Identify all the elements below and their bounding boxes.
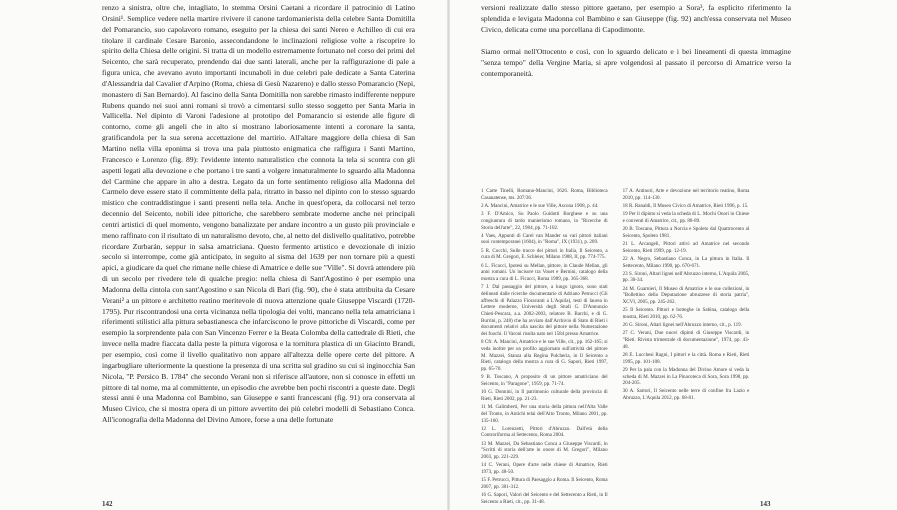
footnote: 26 G. Sironi, Altari lignei nell'Abruzzo interno, cit., p. 119.	[622, 322, 742, 329]
footnote: 4 Vaes, Appunti di Carel van Mander su vari pittori italiani suoi contemporanei (1604), in "Roma", IX (1931), p. 209.	[481, 232, 608, 246]
footnote: 14 C. Verani, Opere d'arte nelle chiese di Amatrice, Rieti 1973, pp. 48-50.	[481, 462, 608, 475]
footnote: 6 L. Ficacci, Ipotesi su Mellan, pittore, in Claude Mellan, gli anni romani. Un incisore tra Vouet e Bernini, catalogo della mostra a cura di L. Ficacci, Roma 1989, pp. 365-368.	[481, 262, 608, 282]
footnote: 10 G. Donnini, in Il patrimonio culturale della provincia di Rieti, Rieti 2002, pp. 21-23.	[481, 389, 608, 402]
left-body-text: renzo a sinistra, oltre che, intagliato, lo stemma Orsini Caetani a ricordare il patrocinio di Latino Orsini¹. Semplice vedere nella martire rivivere il canone tardomanierista della celebre Santa Domitilla del Pomarancio, suo capolavoro romano, eseguito per la chiesa dei santi Nereo e Achilleo di cui era titolare il cardinale Cesare Baronio, assecondandone le inclinazioni religiose volte a riscoprire lo spirito della Chiesa delle origini. Si tratta di un modello estremamente fortunato nel corso dei primi del Seicento, che sarà recuperato, prendendo dai due santi laterali, anche per la raffigurazione di pale a figura unica, che avevano avuto importanti incunaboli in due celebri pale dedicate a Santa Caterina d'Alessandria dal Cavalier d'Arpino (Roma, chiesa di Gesù Nazareno) e dallo stesso Pomarancio (Nepi, monastero di San Bernardo). Al fascino della Santa Domitilla non sarebbe rimasto indifferente neppure Rubens quando nei suoi anni romani si trovò a cimentarsi sullo stesso soggetto per Santa Maria in Vallicella. Nel dipinto di Varoni l'adesione al prototipo del Pomarancio si estende alle figure di contorno, come gli angeli che in alto si mostrano laboriosamente intenti a coronare la santa, gratificandola per la sua serena accettazione del martirio. All'altare maggiore della chiesa di San Martino nella villa eponima si trova una pala piuttosto enigmatica che raffigura i Santi Martino, Francesco e Lorenzo (fig. 89): l'evidente intento naturalistico che connota la tela si scontra con gli aspetti legati alla devozione e che portano i tre santi a volgere innaturalmente lo sguardo alla Madonna del Carmine che appare in alto a destra. Legato da un forte sentimento religioso alla Madonna del Carmelo deve essere stato il committente della pala, ritratto in basso nel dipinto con lo stesso sguardo mistico che contraddistingue i santi presenti nella tela. Anche in quest'opera, da collocarsi nel terzo decennio del Seicento, nobili idee pittoriche, che sarebbero sembrate moderne anche nei principali centri artistici di quel momento, vengono banalizzate per andare incontro a un gusto più provinciale e meno raffinato con il risultato di un naturalismo devoto, che, al netto del dislivello qualitativo, potrebbe ricordare Zurbarán, seppur in salsa amatriciana. Questo fermento artistico e devozionale di inizio secolo si interrompe, come già anticipato, in seguito al sisma del 1639 per non tornare più a questi apici, a giudicare da quel che rimane nelle chiese di Amatrice e delle sue "Ville". Si dovrà attendere più di un secolo per rivedere tele di qualche pregio: nella chiesa di Sant'Agostino è per esempio una Madonna della cintola con sant'Agostino e san Nicola di Bari (fig. 90), che è stata attribuita da Cesare Verani² a un pittore e architetto reatino meritevole di nuova attenzione quale Giuseppe Viscardi (1720-1795). Pur riscontrandosi una certa vicinanza nella tipologia dei volti, mancano nella tela amatriciana i riferimenti stilistici alla pittura sebastianesca che infarciscono le prove pittoriche di Viscardi, come per esempio la sorprendente pala con San Vincenzo Ferrer e la Beata Colomba della cattedrale di Rieti, che invece nella madre fiaccata dalla peste la pittura vigorosa e la tornitura plastica di un Giacinto Brandi, per esempio, così come il livello qualitativo non appare all'altezza delle opere certe del pittore. A ingarbugliare ulteriormente la questione la presenza di una scritta sul gradino su cui si inginocchia San Nicola, "P. Persico B. 1784" che secondo Verani non si riferisce all'autore, non si conosce in effetti un pittore di tal nome, ma al committente, un episodio che avrebbe ben pochi riscontri a queste date. Degli stessi anni è una Madonna col Bambino, san Giuseppe e santi francescani (fig. 91) ora conservata al Museo Civico, che si mostra opera di un pittore avvertito dei più celebri modelli di Sebastiano Conca. All'iconografia della Madonna del Divino Amore, forse a una delle fortunate	[102, 3, 415, 425]
footnote: 27 C. Verani, Due nuovi dipinti di Giuseppe Viscardi, in "Rieti. Rivista trimestrale di documentazione", 1974, pp. 43-48.	[622, 330, 750, 350]
page-number-left: 142	[102, 500, 113, 508]
footnote: 7 J. Dal passaggio del pittore, a lungo ignoto, sono stati delineati dalle ricerche documentarie di Adriano Petrucci (Gli affreschi di Palazzo Fioravanti a L'Aquila), testi di laurea in Lettere moderne, Università degli Studi G. D'Annunzio Chieti-Pescara, a.a. 2002-2003, relatore B. Barchi, e di G. Burrini, p. 248) che ha avviato dall'Archivio di Stato di Rieti i documenti relativi alla nascita del pittore nella Numerazione dei fuochi. Il Varoni risulta nato nel 1584 presso Amatrice.	[481, 284, 608, 338]
footnote: 28 E. Lucchesi Ragni, I pittori e la città. Roma e Rieti, Rieti 1995, pp. 101-108.	[622, 351, 750, 365]
footnote: 22 A. Negro, Sebastiano Conca, in La pittura in Italia. Il Settecento, Milano 1990, pp. 670-671.	[622, 255, 750, 269]
footnote: 21 L. Arcangeli, Pittori attivi ad Amatrice nel secondo Seicento, Rieti 1999, pp. 12-19.	[622, 240, 750, 254]
footnote: 15 F. Petrucci, Pittura di Paesaggio a Roma. Il Seicento, Roma 2007, pp. 301-312.	[481, 477, 608, 490]
footnote: 13 M. Mazzei, Da Sebastiano Conca a Giuseppe Viscardi, in "Scritti di storia dell'arte in onore di M. Gregori", Milano 2003, pp. 221-229.	[481, 440, 608, 461]
footnote: 23 S. Sironi, Altari lignei nell'Abruzzo interno, L'Aquila 2005, pp. 30-34.	[622, 270, 750, 284]
footnote: 2 A. Mancini, Amatrice e le sue Ville, Ascona 1908, p. 44.	[481, 202, 599, 209]
footnote: 25 Il Seicento. Pittori e botteghe in Sabina, catalogo della mostra, Rieti 2010, pp. 62-76.	[622, 307, 750, 320]
footnote: 8 Cfr. A. Mancini, Amatrice e le sue Ville, cit., pp. 162-165; si veda inoltre per un profilo aggiornato sull'attività del pittore M. Mazzei, Stanza alla Regina Pulcheria, in Il Seicento a Rieti, catalogo della mostra a cura di G. Sapori, Rieti 1997, pp. 65-70.	[481, 339, 608, 373]
footnote: 12 L. Lorenzetti, Pittori d'Abruzzo. Dall'età della Controriforma al Settecento, Roma 2004.	[481, 425, 608, 439]
footnote: 3 F. D'Amico, Su Paolo Guidotti Borghese e su una congiuntura di tardo manierismo romano, in "Ricerche di Storia dell'arte", 22, 1984, pp. 71-102.	[481, 211, 608, 231]
footnote: 1 Carte Tinelli, Romano-Mancini, 1626. Roma, Biblioteca Casanatense, ms. 207/36.	[481, 188, 608, 201]
page-number-right: 143	[760, 500, 771, 508]
footnote: 24 M. Guarnieri, Il Museo di Amatrice e le sue collezioni, in "Bollettino della Deputazione abruzzese di storia patria", XCVI, 2005, pp. 245-262.	[622, 285, 750, 306]
footnote: 18 R. Ranaldi, Il Museo Civico di Amatrice, Rieti 1996, p. 15.	[622, 202, 749, 209]
footnote: 17 A. Antinori, Arte e devozione nel territorio reatino, Roma 2010, pp. 114-130.	[622, 188, 750, 201]
footnote: 11 M. Galimberti, Per una storia della pittura nell'Alta Valle del Tronto, in Antichi telai dell'Alto Tronto, Milano 2001, pp. 135-160.	[481, 404, 608, 424]
footnotes	[481, 188, 891, 508]
right-body-paragraph: versioni realizzate dallo stesso pittore gaetano, per esempio a Sora³, fa esplicito riferimento la splendida e levigata Madonna col Bambino e san Giuseppe (fig. 92) anch'essa conservata nel Museo Civico, delicata come una porcellana di Capodimonte.	[481, 3, 791, 34]
footnote: 30 A. Sartori, Il Seicento nelle terre di confine fra Lazio e Abruzzo, L'Aquila 2012, pp. 68-81.	[622, 388, 750, 402]
footnote: 5 R. Cocchi, Sulle tracce dei pittori in Italia, Il Seicento, a cura di M. Gregori, E. Schleier, Milano 1988, II, pp. 774-775.	[481, 247, 608, 261]
footnote: 29 Per la pala con la Madonna del Divino Amore si veda la scheda di M. Mazzei in La Pinacoteca di Sora, Sora 1998, pp. 204-205.	[622, 366, 750, 387]
footnote: 20 B. Toscano, Pittura a Norcia e Spoleto dal Quattrocento al Seicento, Spoleto 1981.	[622, 226, 750, 239]
left-page	[0, 0, 448, 510]
book-gutter	[447, 0, 450, 510]
footnote: 19 Per il dipinto si veda la scheda di L. Mochi Onori in Chiese e conventi di Amatrice, cit., pp. 88-89.	[622, 211, 750, 224]
footnote: 9 B. Toscano, A proposito di un pittore amatriciano del Seicento, in "Paragone", 1959, pp. 71-74.	[481, 374, 608, 387]
right-body-paragraph: Siamo ormai nell'Ottocento e così, con lo sguardo delicato e i bei lineamenti di questa immagine "senza tempo" della Vergine Maria, si apre volgendosi al passato il percorso di Amatrice verso la contemporaneità.	[481, 47, 791, 78]
footnote: 16 G. Sapori, Valori del Seicento e del Settecento a Rieti, in Il Seicento a Rieti, cit., pp. 31-48.	[481, 492, 608, 505]
